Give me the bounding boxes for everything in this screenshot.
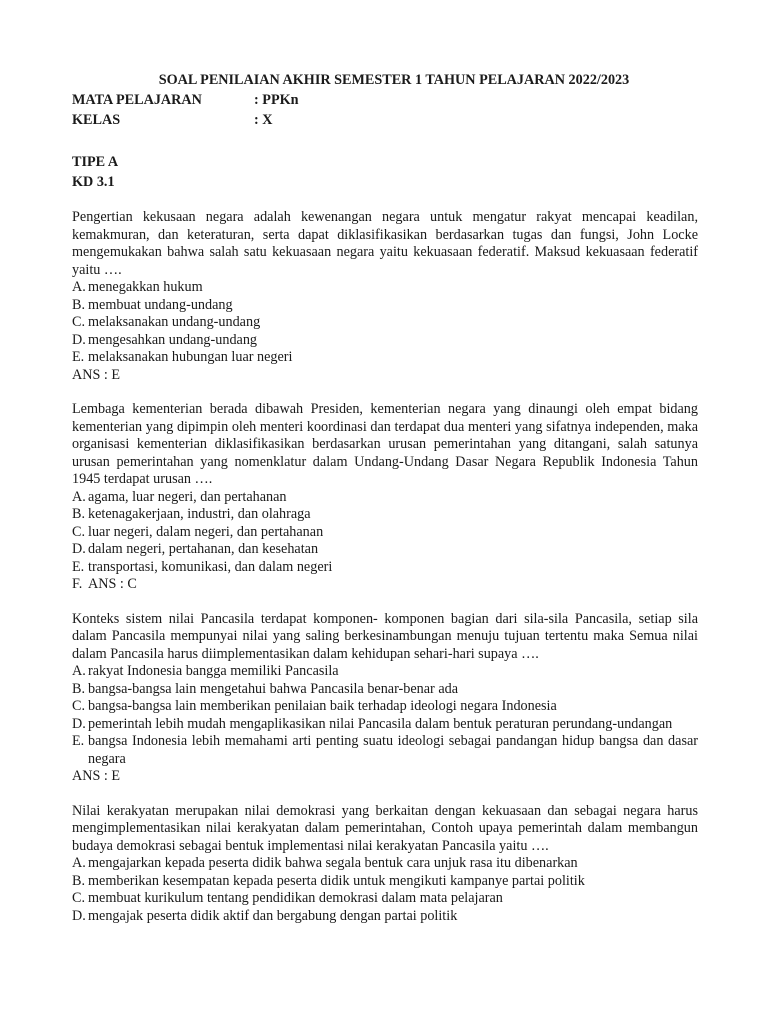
option-item [72, 890, 698, 908]
option-item [72, 716, 698, 734]
option-letter: C. [72, 890, 86, 906]
option-letter: D. [72, 715, 86, 732]
option-list [72, 489, 698, 594]
option-letter: B. [72, 296, 86, 313]
option-text: dalam negeri, pertahanan, dan kesehatan [88, 541, 319, 557]
option-text: agama, luar negeri, dan pertahanan [88, 488, 287, 505]
question-spacer [72, 786, 698, 803]
option-item [72, 559, 698, 577]
option-item [72, 332, 698, 350]
option-letter: A. [72, 488, 86, 505]
option-text: transportasi, komunikasi, dan dalam negeri [88, 558, 333, 575]
answer-key: ANS : E [72, 768, 121, 784]
option-list [72, 279, 698, 367]
question-text: Lembaga kementerian berada dibawah Presiden, kementerian negara yang dinaungi oleh empat bidang kementerian yang dipimpin oleh menteri koordinasi dan terdapat dua menteri yang sifatnya independen, maka organisasi kementerian diklasifikasikan berdasarkan urusan pemerintahan yang ditangani, salah satunya urusan pemerintahan yang nomenklatur dalam Undang-Undang Dasar Negara Republik Indonesia Tahun 1945 terdapat urusan …. [72, 401, 698, 487]
option-text: bangsa-bangsa lain memberikan penilaian baik terhadap ideologi negara Indonesia [88, 698, 557, 714]
question-text: Konteks sistem nilai Pancasila terdapat komponen- komponen bagian dari sila-sila Pancasila, setiap sila dalam Pancasila mempunyai nilai yang saling berkesinambungan menuju tujuan tertentu maka Semua nilai dalam Pancasila harus diimplementasikan dalam kehidupan sehari-hari supaya …. [72, 610, 698, 662]
option-letter: D. [72, 907, 86, 924]
option-item [72, 576, 698, 594]
option-text: mengesahkan undang-undang [88, 331, 258, 348]
option-item [72, 873, 698, 891]
option-text: melaksanakan undang-undang [88, 314, 261, 330]
question-block [72, 611, 698, 786]
option-text: membuat kurikulum tentang pendidikan demokrasi dalam mata pelajaran [88, 890, 503, 906]
option-item [72, 314, 698, 332]
option-text: bangsa-bangsa lain mengetahui bahwa Pancasila benar-benar ada [88, 680, 459, 697]
option-text: membuat undang-undang [88, 296, 233, 313]
option-letter: B. [72, 872, 86, 889]
option-letter: A. [72, 279, 86, 295]
question-spacer [72, 594, 698, 611]
option-text: menegakkan hukum [88, 279, 203, 295]
class-label: KELAS [72, 112, 121, 128]
option-item [72, 908, 698, 926]
option-item [72, 855, 698, 873]
option-letter: D. [72, 331, 86, 348]
question-block [72, 803, 698, 926]
option-text: melaksanakan hubungan luar negeri [88, 349, 293, 365]
question-spacer [72, 192, 698, 209]
option-text: mengajak peserta didik aktif dan bergabung dengan partai politik [88, 907, 458, 924]
spacer [72, 130, 698, 152]
option-letter: C. [72, 523, 86, 540]
option-item [72, 681, 698, 699]
section-kd: KD 3.1 [72, 174, 115, 190]
class-row [72, 110, 698, 130]
option-text: pemerintah lebih mudah mengaplikasikan nilai Pancasila dalam bentuk peraturan perundang-undangan [88, 715, 673, 732]
option-letter: C. [72, 314, 86, 330]
option-letter: E. [72, 733, 85, 749]
question-spacer [72, 384, 698, 401]
option-letter: C. [72, 698, 86, 714]
option-text: bangsa Indonesia lebih memahami arti penting suatu ideologi sebagai pandangan hidup bangsa dan dasar negara [88, 733, 698, 767]
question-block [72, 209, 698, 384]
document-page [72, 70, 698, 925]
option-item [72, 506, 698, 524]
option-text: mengajarkan kepada peserta didik bahwa segala bentuk cara unjuk rasa itu dibenarkan [88, 855, 578, 871]
option-letter: D. [72, 541, 86, 557]
section-type: TIPE A [72, 154, 119, 170]
option-item [72, 297, 698, 315]
option-item [72, 349, 698, 367]
option-item [72, 489, 698, 507]
option-text: ketenagakerjaan, industri, dan olahraga [88, 506, 311, 522]
option-letter: A. [72, 663, 86, 679]
question-block [72, 401, 698, 594]
option-list [72, 855, 698, 925]
option-item [72, 733, 698, 768]
option-list [72, 663, 698, 768]
class-value: : X [254, 112, 273, 128]
option-letter: B. [72, 506, 86, 522]
question-list [72, 192, 698, 925]
option-letter: E. [72, 558, 85, 575]
option-item [72, 541, 698, 559]
option-item [72, 663, 698, 681]
option-letter: E. [72, 349, 85, 365]
option-text: luar negeri, dalam negeri, dan pertahanan [88, 523, 324, 540]
answer-key: ANS : E [72, 366, 121, 383]
option-letter: B. [72, 680, 86, 697]
subject-row [72, 90, 698, 110]
option-letter: A. [72, 855, 86, 871]
option-item [72, 698, 698, 716]
option-text: rakyat Indonesia bangga memiliki Pancasila [88, 663, 339, 679]
subject-label: MATA PELAJARAN [72, 92, 202, 108]
option-item [72, 279, 698, 297]
exam-title: SOAL PENILAIAN AKHIR SEMESTER 1 TAHUN PELAJARAN 2022/2023 [158, 72, 630, 88]
question-text: Nilai kerakyatan merupakan nilai demokrasi yang berkaitan dengan kekuasaan dan sebagai negara harus mengimplementasikan nilai kerakyatan dalam pemerintahan, Contoh upaya pemerintah dalam membangun budaya demokrasi sebagai bentuk implementasi nilai kerakyatan Pancasila yaitu …. [72, 802, 698, 854]
question-text: Pengertian kekusaan negara adalah kewenangan negara untuk mengatur rakyat mencapai keadilan, kemakmuran, dan keteraturan, serta dapat diklasifikasikan berdasarkan tugas dan fungsi, John Locke mengemukakan bahwa salah satu kekuasaan negara yaitu kekuasaan federatif. Maksud kekuasaan federatif yaitu …. [72, 209, 698, 278]
subject-value: : PPKn [254, 92, 299, 108]
option-text: memberikan kesempatan kepada peserta didik untuk mengikuti kampanye partai politik [88, 872, 585, 889]
option-item [72, 524, 698, 542]
option-text: ANS : C [88, 576, 137, 592]
option-letter: F. [72, 576, 83, 592]
